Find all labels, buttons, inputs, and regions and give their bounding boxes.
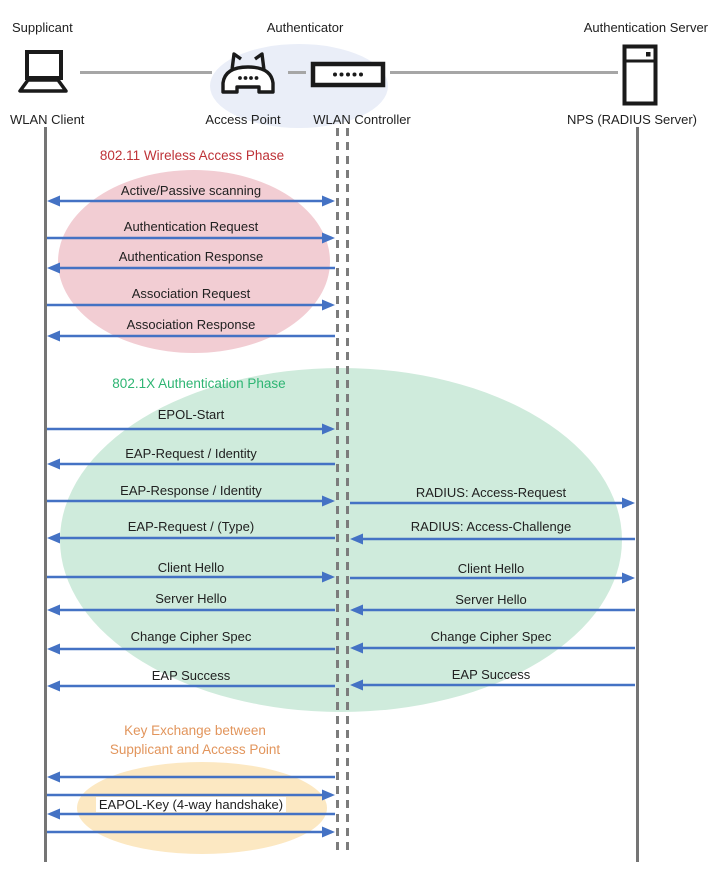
message-label: Server Hello	[155, 591, 227, 606]
message-label: Association Response	[126, 317, 256, 332]
lifeline-wlan-controller-dashed-2	[346, 128, 349, 855]
message-label: EAP Success	[451, 667, 531, 682]
message-arrow	[46, 770, 336, 784]
node-label-wlan-controller: WLAN Controller	[313, 112, 411, 127]
message-label: EAP-Request / Identity	[125, 446, 257, 461]
message-label: Authentication Response	[118, 249, 264, 264]
node-label-wlan-client: WLAN Client	[10, 112, 85, 127]
message-label: Authentication Request	[123, 219, 259, 234]
message-label: Client Hello	[157, 560, 225, 575]
wireless-router-icon	[216, 50, 280, 100]
message-label: RADIUS: Access-Challenge	[410, 519, 572, 534]
node-label-access-point: Access Point	[205, 112, 281, 127]
phase-title-key-exchange	[60, 721, 330, 759]
message-label: EAP Success	[151, 668, 231, 683]
server-tower-icon	[622, 44, 658, 106]
message-arrow	[46, 422, 336, 436]
message-label: EAPOL-Key (4-way handshake)	[55, 797, 327, 813]
connector-line	[80, 71, 212, 74]
role-label-supplicant: Supplicant	[12, 20, 73, 35]
message-label: Server Hello	[455, 592, 527, 607]
role-label-authenticator: Authenticator	[266, 20, 344, 35]
lifeline-nps-server	[636, 127, 639, 862]
message-label: Active/Passive scanning	[120, 183, 262, 198]
phase-title-key-exchange-line1: Key Exchange between	[124, 723, 266, 738]
message-arrow	[46, 825, 336, 839]
role-label-authentication-server: Authentication Server	[583, 20, 708, 35]
controller-box-icon	[310, 61, 386, 88]
laptop-icon	[12, 50, 74, 94]
message-label: RADIUS: Access-Request	[415, 485, 567, 500]
lifeline-wlan-controller-dashed-1	[336, 128, 339, 855]
phase-title-80211-wireless-access: 802.11 Wireless Access Phase	[99, 148, 285, 163]
message-label: Association Request	[131, 286, 251, 301]
message-label: Client Hello	[457, 561, 525, 576]
phase-title-8021x-authentication: 802.1X Authentication Phase	[112, 376, 286, 391]
phase-title-key-exchange-line2: Supplicant and Access Point	[109, 742, 281, 757]
message-label: EAP-Response / Identity	[120, 483, 262, 498]
message-label: EPOL-Start	[157, 407, 225, 422]
message-label: Change Cipher Spec	[430, 629, 552, 644]
connector-line	[390, 71, 618, 74]
connector-line	[288, 71, 306, 74]
node-label-nps-radius-server: NPS (RADIUS Server)	[566, 112, 698, 127]
message-label: Change Cipher Spec	[130, 629, 252, 644]
message-label: EAP-Request / (Type)	[127, 519, 255, 534]
